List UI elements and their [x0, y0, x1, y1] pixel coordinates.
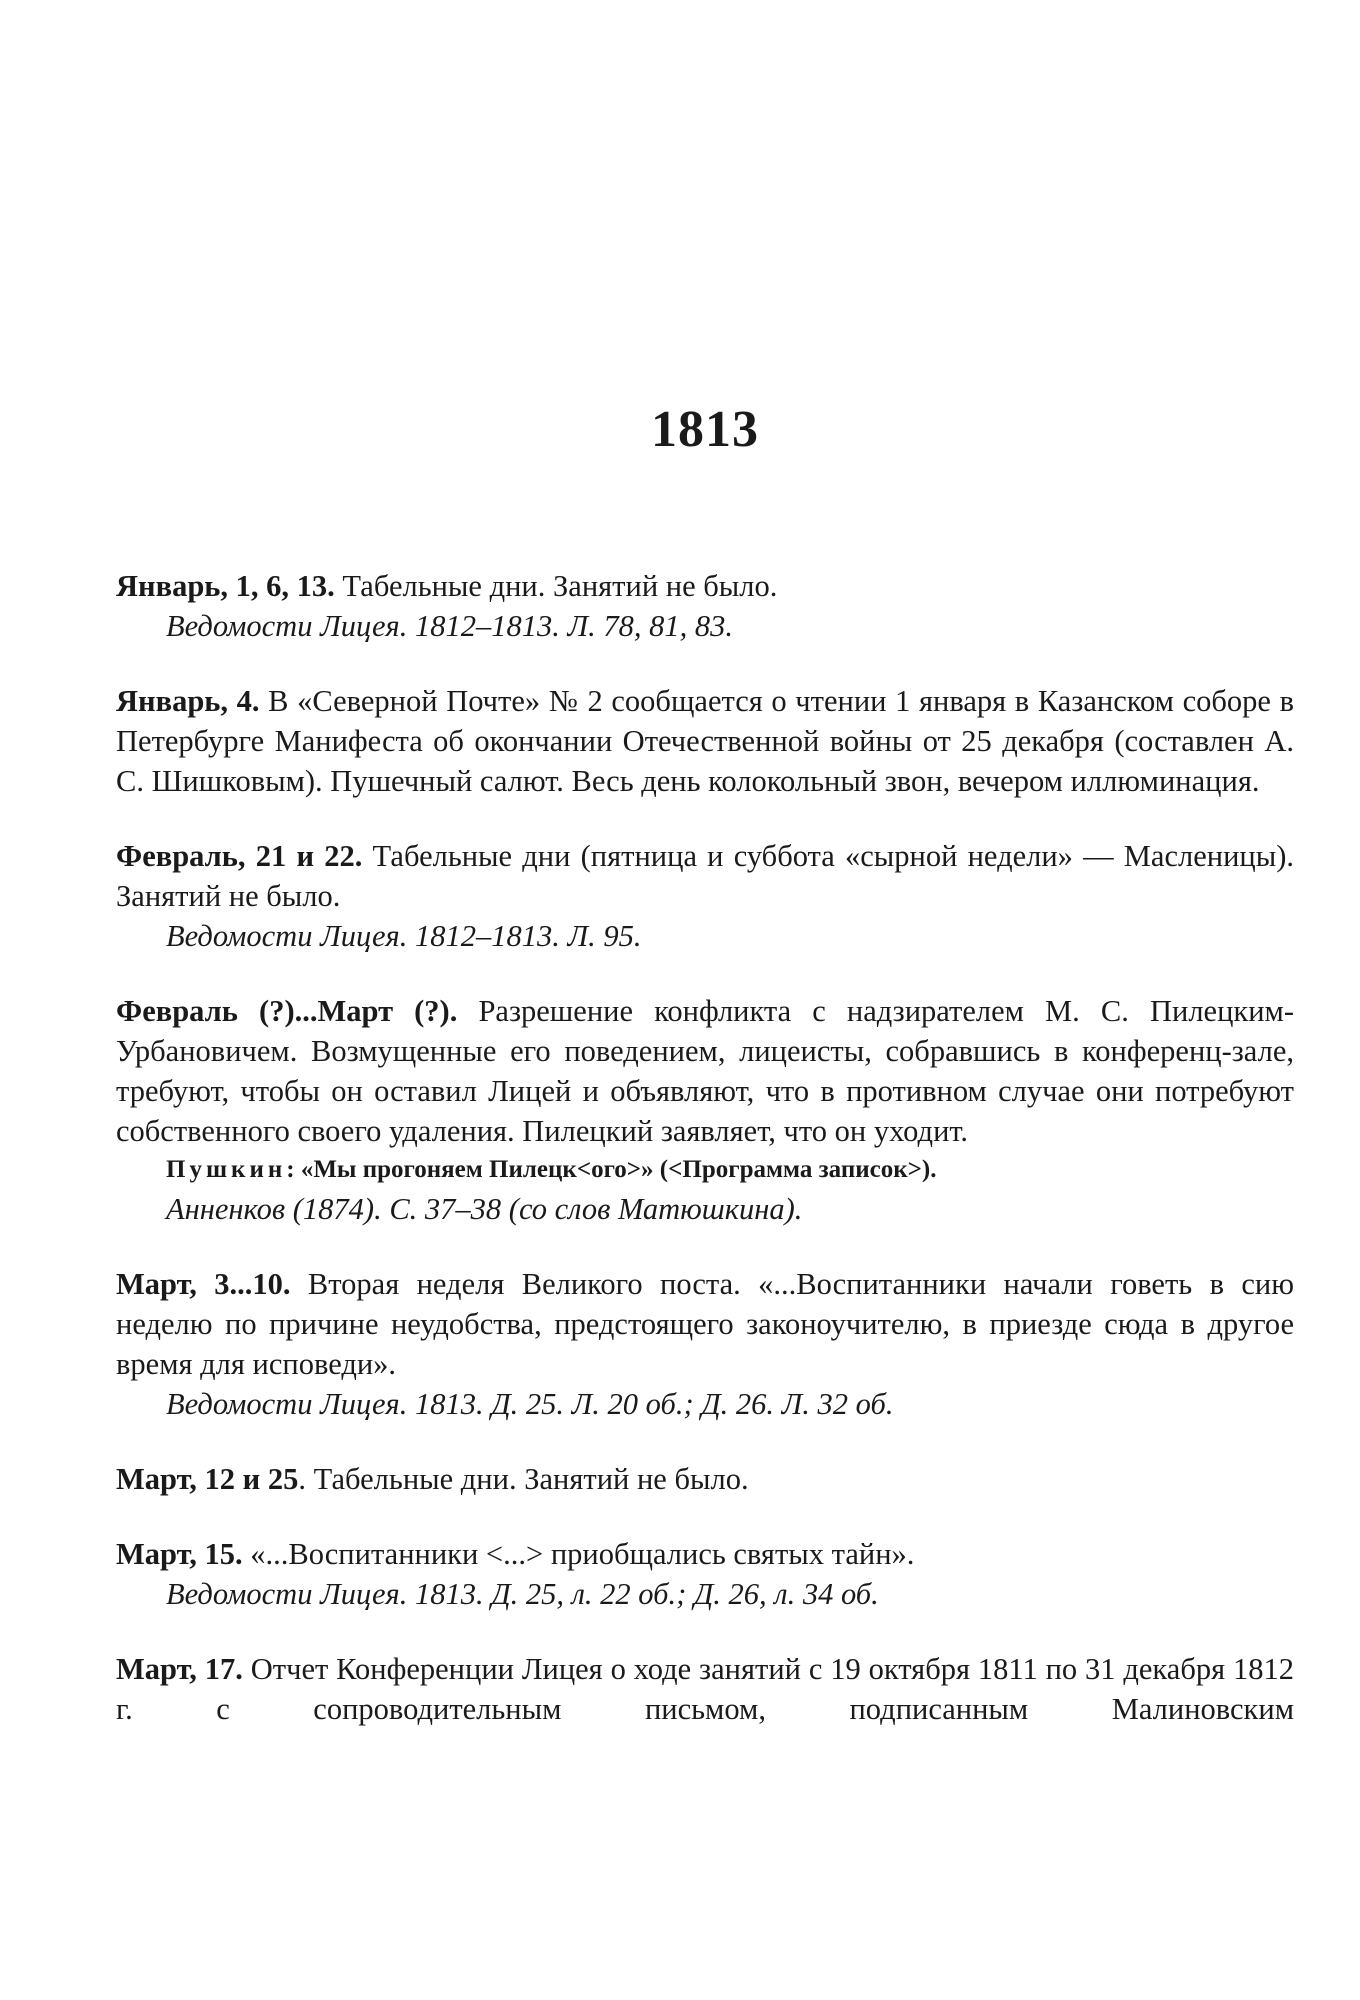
entry-body: «...Воспитанники <...> приобщались святых тайн». [242, 1537, 915, 1571]
entry-body: Вторая неделя Великого поста. «...Воспитанники начали говеть в сию неделю по причине неудобства, предстоящего законоучителю, в приезде сюда в другое время для исповеди». [116, 1267, 1294, 1381]
entry-source: Анненков (1874). С. 37–38 (со слов Матюшкина). [166, 1192, 803, 1226]
year-heading: 1813 [651, 401, 759, 458]
entry-body: В «Северной Почте» № 2 сообщается о чтении 1 января в Казанском соборе в Петербурге Манифеста об окончании Отечественной войны от 25 декабря (составлен А. С. Шишковым). Пушечный салют. Весь день колокольный звон, вечером иллюминация. [116, 684, 1294, 798]
entry-text [116, 991, 1294, 1151]
entry-date-label: Март, 3...10. [116, 1267, 291, 1301]
entry-source: Ведомости Лицея. 1812–1813. Л. 78, 81, 83. [166, 609, 733, 643]
entry-body: Табельные дни (пятница и суббота «сырной недели» — Масленицы). Занятий не было. [116, 839, 1294, 913]
chronicle-entry [116, 681, 1294, 801]
chronicle-entries [116, 566, 1294, 1764]
entry-text [116, 566, 1294, 606]
entry-text [116, 1649, 1294, 1729]
quote-text: : «Мы прогоняем Пилецк<ого>» (<Программа записок>). [286, 1156, 937, 1183]
entry-date-label: Февраль (?)...Март (?). [116, 994, 458, 1028]
entry-source: Ведомости Лицея. 1813. Д. 25, л. 22 об.; Д. 26, л. 34 об. [166, 1577, 879, 1611]
entry-quote [116, 1151, 1294, 1189]
entry-text [116, 1459, 1294, 1499]
entry-body: Табельные дни. Занятий не было. [334, 569, 778, 603]
chronicle-entry [116, 1649, 1294, 1729]
chronicle-entry [116, 566, 1294, 646]
entry-date-label: Январь, 4. [116, 684, 260, 718]
entry-date-label: Март, 12 и 25 [116, 1462, 299, 1496]
entry-source: Ведомости Лицея. 1813. Д. 25. Л. 20 об.; Д. 26. Л. 32 об. [166, 1387, 894, 1421]
chronicle-entry [116, 1264, 1294, 1424]
entry-source: Ведомости Лицея. 1812–1813. Л. 95. [166, 919, 642, 953]
entry-text [116, 681, 1294, 801]
entry-date-label: Март, 17. [116, 1652, 243, 1686]
entry-body: Разрешение конфликта с надзирателем М. С. Пилецким-Урбановичем. Возмущенные его поведением, лицеисты, собравшись в конференц-зале, требуют, чтобы он оставил Лицей и объявляют, что в противном случае они потребуют собственного своего удаления. Пилецкий заявляет, что он уходит. [116, 994, 1295, 1148]
entry-date-label: Февраль, 21 и 22. [116, 839, 363, 873]
chronicle-entry [116, 1459, 1294, 1499]
chronicle-entry [116, 1534, 1294, 1614]
entry-date-label: Январь, 1, 6, 13. [116, 569, 335, 603]
chronicle-entry [116, 991, 1294, 1229]
entry-text [116, 1264, 1294, 1384]
quote-author: Пушкин [166, 1156, 287, 1183]
chronicle-entry [116, 836, 1294, 956]
entry-text [116, 836, 1294, 916]
entry-body: . Табельные дни. Занятий не было. [298, 1462, 749, 1496]
entry-text [116, 1534, 1294, 1574]
entry-body: Отчет Конференции Лицея о ходе занятий с 19 октября 1811 по 31 декабря 1812 г. с сопроводительным письмом, подписанным Малиновским [116, 1652, 1294, 1726]
entry-date-label: Март, 15. [116, 1537, 243, 1571]
